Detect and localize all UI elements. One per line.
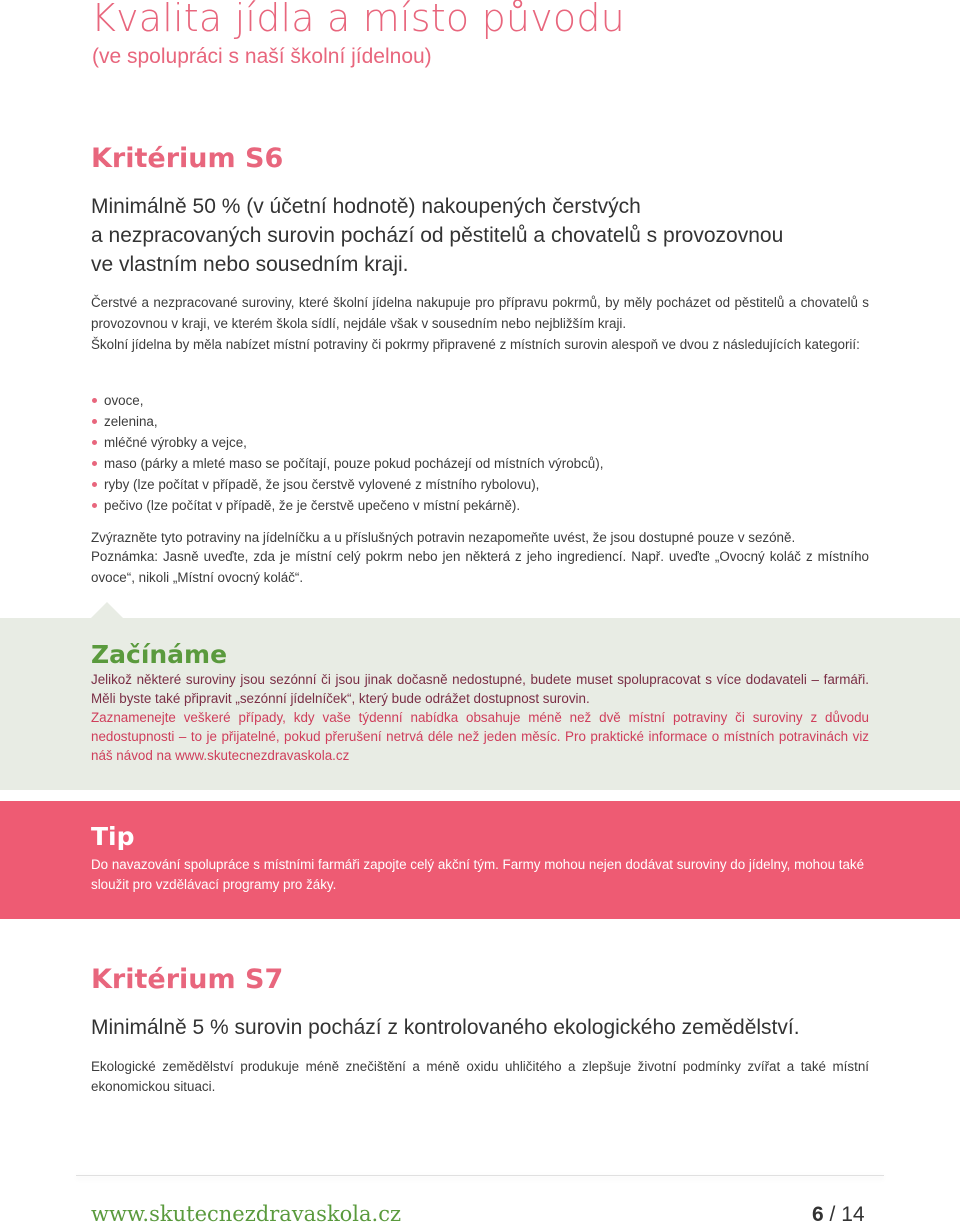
tip-text: Do navazování spolupráce s místními farmáři zapojte celý akční tým. Farmy mohou nejen dodávat suroviny do jídelny, mohou také sloužit pro vzdělávací programy pro žáky.: [91, 857, 865, 892]
lead-line: a nezpracovaných surovin pochází od pěstitelů a chovatelů s provozovnou: [91, 224, 784, 247]
page-total: 14: [841, 1203, 865, 1226]
category-list: [91, 390, 603, 517]
list-item: zelenina,: [91, 411, 603, 432]
criterion-s7-paragraph: Ekologické zemědělství produkuje méně znečištění a méně oxidu uhličitého a zlepšuje životní podmínky zvířat a také místní ekonomickou situaci.: [91, 1059, 869, 1094]
criterion-s7-lead: Minimálně 5 % surovin pochází z kontrolovaného ekologického zemědělství.: [91, 1016, 800, 1039]
getting-started-heading: Začínáme: [91, 640, 228, 669]
criterion-s6-heading: Kritérium S6: [91, 143, 284, 174]
getting-started-sentence: Jelikož některé suroviny jsou sezónní či jsou jinak dočasně nedostupné, budete muset spolupracovat s více dodavateli – farmáři. Měli byste také připravit „sezónní jídelníček“, který bude odrážet dostupnost surovin.: [91, 672, 869, 706]
green-box-notch: [90, 602, 124, 619]
list-item: maso (párky a mleté maso se počítají, pouze pokud pocházejí od místních výrobců),: [91, 453, 603, 474]
list-item: mléčné výrobky a vejce,: [91, 432, 603, 453]
footer-divider: [76, 1175, 884, 1176]
getting-started-link-text: Pro praktické informace o místních potravinách viz náš návod na www.skutecnezdravaskola.cz: [91, 729, 869, 763]
tip-heading: Tip: [91, 822, 135, 851]
criterion-s6-paragraph: Čerstvé a nezpracované suroviny, které školní jídelna nakupuje pro přípravu pokrmů, by měly pocházet od pěstitelů a chovatelů s provozovnou v kraji, ve kterém škola sídlí, nejdále však v sousedním nebo nejbližším kraji.: [91, 295, 869, 331]
page-subtitle: (ve spolupráci s naší školní jídelnou): [92, 45, 432, 68]
getting-started-sentence: Zaznamenejte veškeré případy, kdy vaše týdenní nabídka obsahuje méně než dvě místní potraviny či suroviny z důvodu nedostupnosti – to je přijatelné, pokud přerušení netrvá déle než jeden měsíc.: [91, 710, 869, 744]
page-separator: /: [823, 1203, 842, 1226]
list-item: ovoce,: [91, 390, 603, 411]
criterion-s6-paragraph: Školní jídelna by měla nabízet místní potraviny či pokrmy připravené z místních surovin alespoň ve dvou z následujících kategorií:: [91, 337, 860, 352]
list-item: pečivo (lze počítat v případě, že je čerstvě upečeno v místní pekárně).: [91, 495, 603, 516]
lead-line: Minimálně 50 % (v účetní hodnotě) nakoupených čerstvých: [91, 195, 641, 218]
getting-started-text: [91, 670, 869, 765]
criterion-s6-lead: [91, 192, 783, 279]
lead-line: ve vlastním nebo sousedním kraji.: [91, 253, 409, 276]
list-item: ryby (lze počítat v případě, že jsou čerstvě vylovené z místního rybolovu),: [91, 474, 603, 495]
criterion-s6-note: Zvýrazněte tyto potraviny na jídelníčku a u příslušných potravin nezapomeňte uvést, že jsou dostupné pouze v sezóně.: [91, 530, 796, 545]
page-number: [812, 1203, 865, 1227]
page-current: 6: [812, 1203, 824, 1226]
criterion-s7-heading: Kritérium S7: [91, 964, 284, 995]
page-title: Kvalita jídla a místo původu: [91, 0, 625, 40]
criterion-s6-note: Poznámka: Jasně uveďte, zda je místní celý pokrm nebo jen některá z jeho ingrediencí. Např. uveďte „Ovocný koláč z místního ovoce“, nikoli „Místní ovocný koláč“.: [91, 549, 869, 585]
footer-website-link[interactable]: www.skutecnezdravaskola.cz: [91, 1202, 402, 1226]
